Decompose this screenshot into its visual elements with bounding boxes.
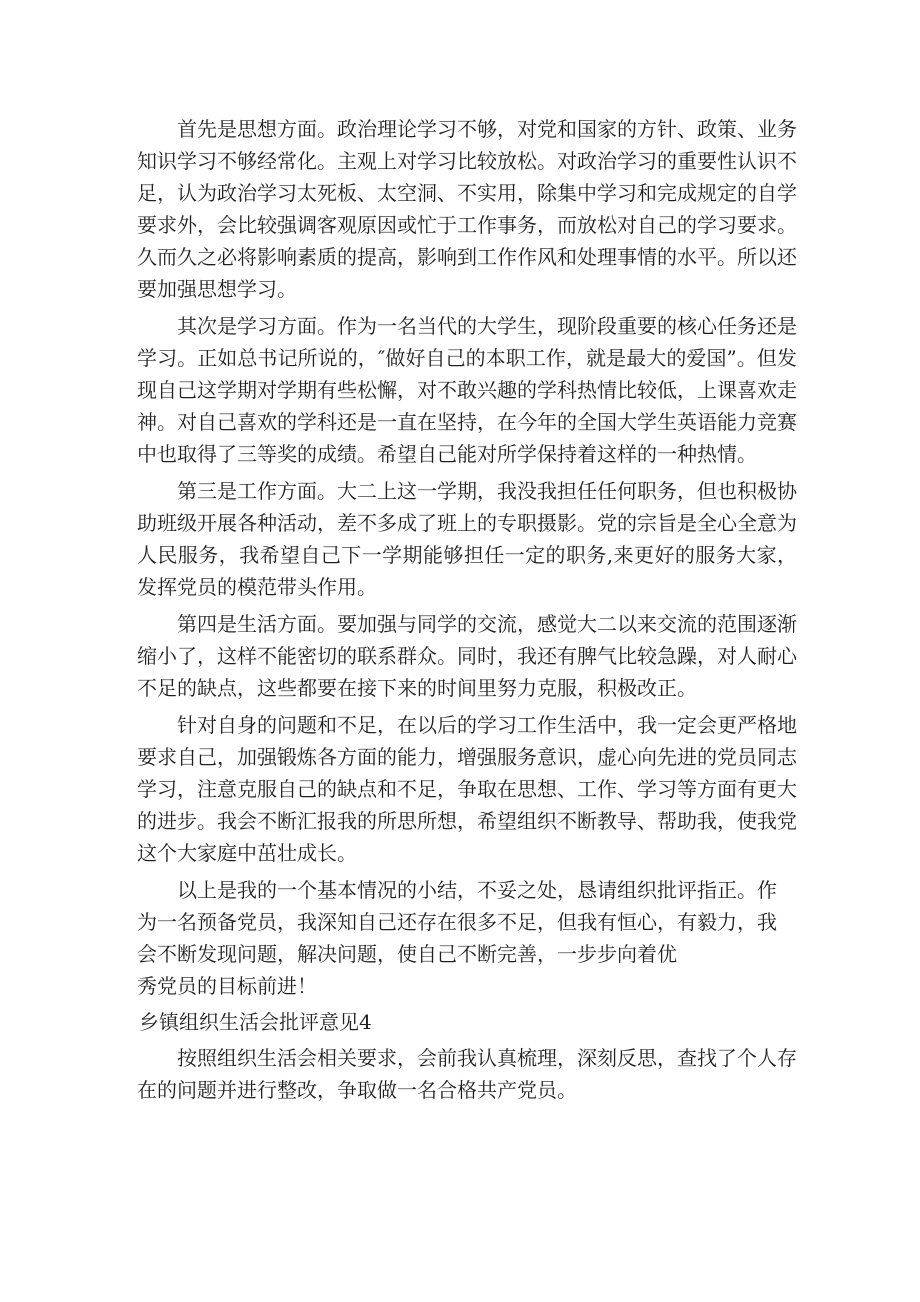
- paragraph-thought: 首先是思想方面。政治理论学习不够，对党和国家的方针、政策、业务知识学习不够经常化。主观上对学习比较放松。对政治学习的重要性认识不足，认为政治学习太死板、太空洞、不实用，除集中学习和完成规定的自学要求外，会比较强调客观原因或忙于工作事务，而放松对自己的学习要求。久而久之必将影响素质的提高，影响到工作作风和处理事情的水平。所以还要加强思想学习。: [137, 117, 797, 301]
- paragraph-final: 按照组织生活会相关要求，会前我认真梳理，深刻反思，查找了个人存在的问题并进行整改，争取做一名合格共产党员。: [137, 1046, 797, 1102]
- paragraph-work: 第三是工作方面。大二上这一学期，我没我担任任何职务，但也积极协助班级开展各种活动，差不多成了班上的专职摄影。党的宗旨是全心全意为人民服务，我希望自己下一学期能够担任一定的职务,来更好的服务大家，发挥党员的模范带头作用。: [137, 479, 797, 599]
- closing-line: 以上是我的一个基本情况的小结，不妥之处，恳请组织批评指正。作: [177, 878, 777, 902]
- paragraph-improvement: 针对自身的问题和不足，在以后的学习工作生活中，我一定会更严格地要求自己，加强锻炼各方面的能力，增强服务意识，虚心向先进的党员同志学习，注意克服自己的缺点和不足，争取在思想、工作、学习等方面有更大的进步。我会不断汇报我的所思所想，希望组织不断教导、帮助我，使我党这个大家庭中茁壮成长。: [137, 713, 797, 865]
- closing-paragraph: [137, 874, 797, 1002]
- closing-line: 会不断发现问题，解决问题，使自己不断完善，一步步向着优: [137, 942, 677, 966]
- document-body: [137, 113, 797, 1106]
- section-heading: 乡镇组织生活会批评意见4: [139, 1010, 372, 1034]
- closing-line: 为一名预备党员，我深知自己还存在很多不足，但我有恒心，有毅力，我: [137, 910, 777, 934]
- closing-line: 秀党员的目标前进！: [137, 974, 317, 998]
- paragraph-life: 第四是生活方面。要加强与同学的交流，感觉大二以来交流的范围逐渐缩小了，这样不能密切的联系群众。同时，我还有脾气比较急躁，对人耐心不足的缺点，这些都要在接下来的时间里努力克服，积极改正。: [137, 612, 797, 700]
- paragraph-study: 其次是学习方面。作为一名当代的大学生，现阶段重要的核心任务还是学习。正如总书记所说的，″做好自己的本职工作，就是最大的爱国”。但发现自己这学期对学期有些松懈，对不敢兴趣的学科热情比较低，上课喜欢走神。对自己喜欢的学科还是一直在坚持，在今年的全国大学生英语能力竞赛中也取得了三等奖的成绩。希望自己能对所学保持着这样的一种热情。: [137, 314, 797, 466]
